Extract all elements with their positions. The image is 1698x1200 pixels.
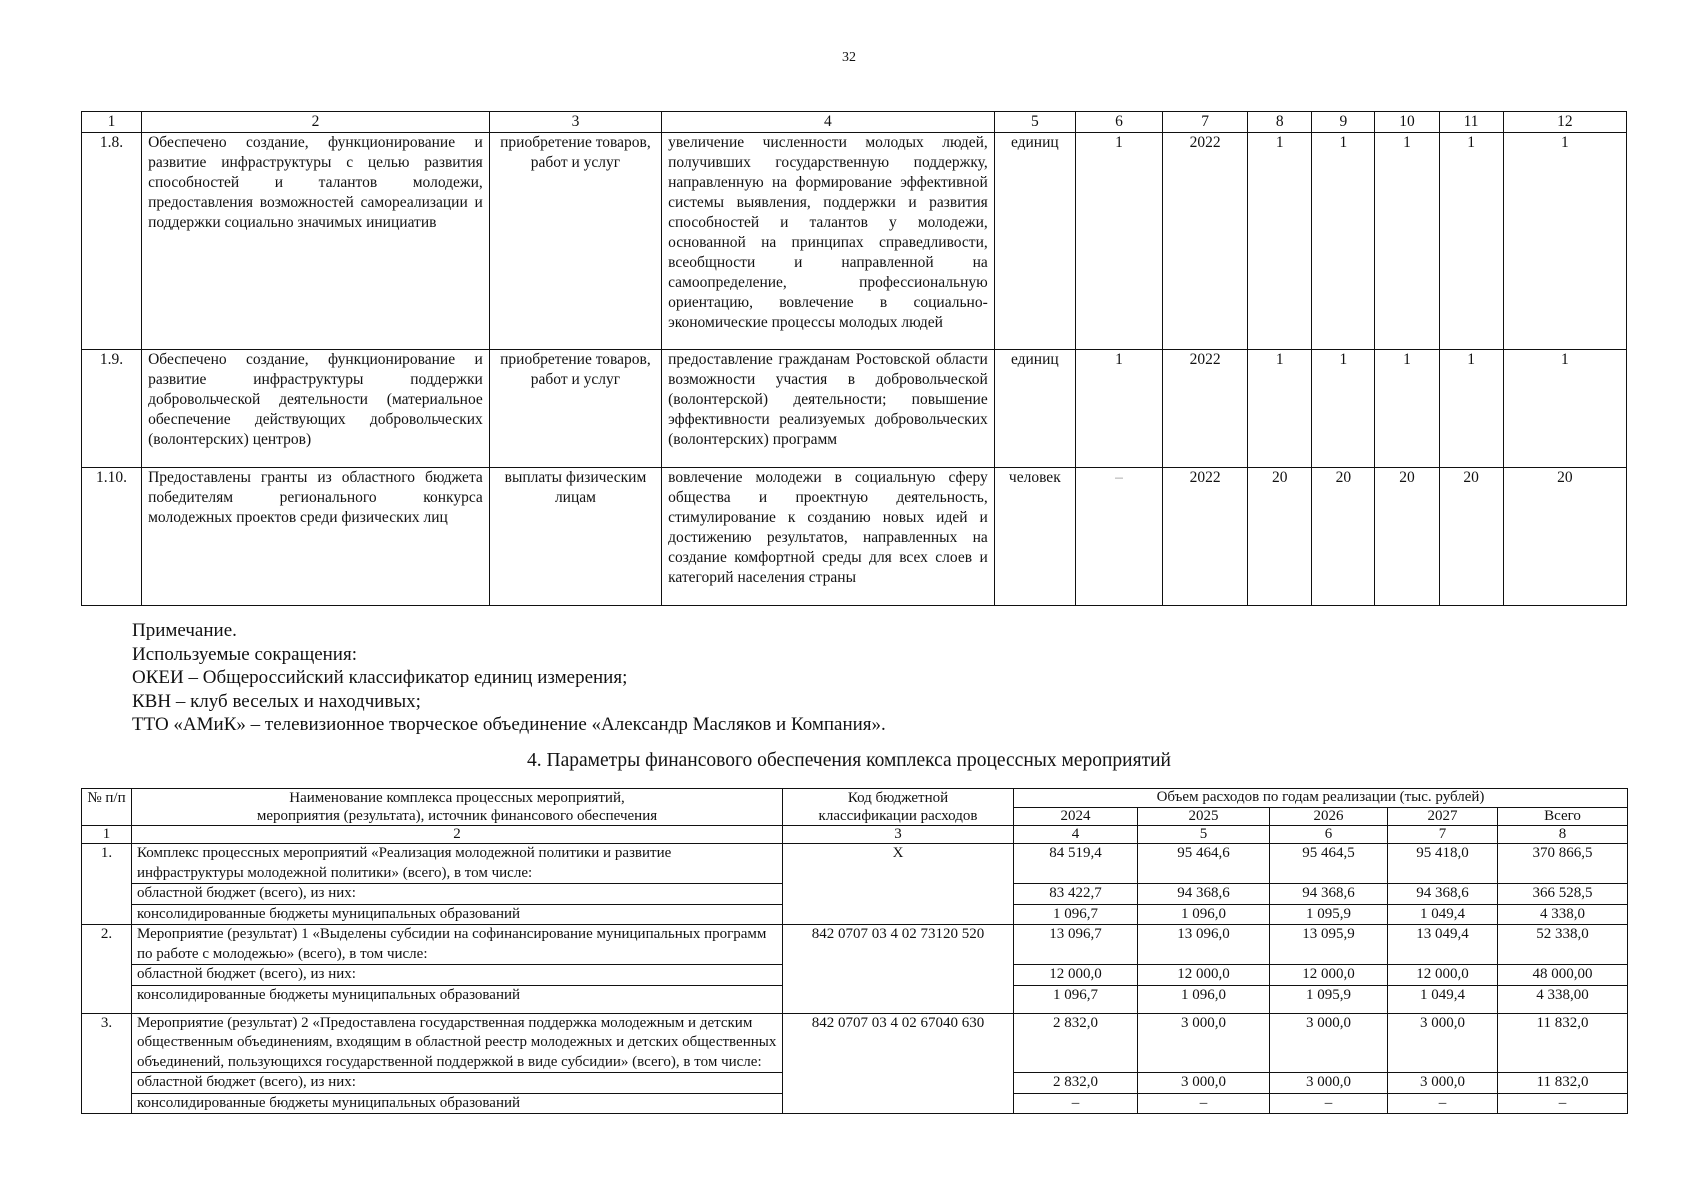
amount-cell: 94 368,6 [1138,884,1270,905]
note-title: Примечание. [132,620,237,641]
unit: единиц [994,133,1075,350]
column-number-row [82,826,1628,844]
amount-cell: 12 000,0 [1270,965,1388,986]
amount-cell: – [1388,1093,1498,1114]
column-number: 4 [662,112,995,133]
column-number: 8 [1248,112,1312,133]
amount-cell: 1 095,9 [1270,904,1388,925]
column-number: 7 [1163,112,1248,133]
amount-cell: 366 528,5 [1498,884,1628,905]
row-label: Мероприятие (результат) 1 «Выделены субсидии на софинансирование муниципальных программ по работе с молодежью» (всего), в том числе: [132,925,783,965]
result-type: приобретение товаров, работ и услуг [489,350,661,468]
amount-cell: – [1498,1093,1628,1114]
budget-code: 842 0707 03 4 02 67040 630 [783,1013,1014,1114]
column-number: 2 [142,112,490,133]
year-header: 2027 [1388,807,1498,826]
amount-cell: 13 095,9 [1270,925,1388,965]
amount-cell: 1 096,7 [1014,904,1138,925]
base-value: 1 [1075,350,1162,468]
column-number: 10 [1375,112,1439,133]
column-number: 7 [1388,826,1498,844]
amount-cell: 1 095,9 [1270,985,1388,1013]
column-number: 12 [1503,112,1626,133]
column-number: 6 [1270,826,1388,844]
unit: человек [994,468,1075,606]
value-cell: 1 [1439,350,1503,468]
section-title: 4. Параметры финансового обеспечения комплекса процессных мероприятий [527,750,1171,771]
base-year: 2022 [1163,350,1248,468]
column-number: 9 [1312,112,1375,133]
row-label: Мероприятие (результат) 2 «Предоставлена государственная поддержка молодежным и детским общественным объединениям, входящим в областной реестр молодежных и детских общественных объединений, пользующихся государственной поддержкой в виде субсидии» (всего), в том числе: [132,1013,783,1073]
column-number: 5 [994,112,1075,133]
value-cell: 20 [1375,468,1439,606]
amount-cell: 1 049,4 [1388,985,1498,1013]
year-header: 2025 [1138,807,1270,826]
row-number: 2. [82,925,132,1014]
row-label: консолидированные бюджеты муниципальных образований [132,1093,783,1114]
header-row [82,789,1628,808]
amount-cell: 3 000,0 [1270,1073,1388,1094]
amount-cell: 11 832,0 [1498,1013,1628,1073]
amount-cell: 11 832,0 [1498,1073,1628,1094]
note-block [132,619,886,737]
amount-cell: 3 000,0 [1270,1013,1388,1073]
abbreviation-item: КВН – клуб веселых и находчивых; [132,690,421,712]
amount-cell: 4 338,00 [1498,985,1628,1013]
unit: единиц [994,350,1075,468]
row-number: 1. [82,844,132,925]
amount-cell: 1 096,7 [1014,985,1138,1013]
amount-cell: – [1270,1093,1388,1114]
amount-cell: 1 096,0 [1138,985,1270,1013]
amount-cell: 12 000,0 [1014,965,1138,986]
row-label: областной бюджет (всего), из них: [132,965,783,986]
row-label: областной бюджет (всего), из них: [132,884,783,905]
base-value: 1 [1075,133,1162,350]
amount-cell: 4 338,0 [1498,904,1628,925]
amount-cell: 95 464,5 [1270,844,1388,884]
column-number: 8 [1498,826,1628,844]
header-code: Код бюджетной классификации расходов [783,789,1014,826]
column-number: 11 [1439,112,1503,133]
amount-cell: 3 000,0 [1388,1073,1498,1094]
value-cell: 1 [1312,133,1375,350]
budget-code: X [783,844,1014,925]
result-description: вовлечение молодежи в социальную сферу общества и проектную деятельность, стимулирование к созданию новых идей и достижению результатов, направленных на создание комфортной среды для всех слоев и категорий населения страны [662,468,995,606]
row-label: консолидированные бюджеты муниципальных образований [132,985,783,1013]
header-num: № п/п [82,789,132,826]
note-subtitle: Используемые сокращения: [132,643,357,665]
value-cell: 1 [1312,350,1375,468]
results-table [81,111,1627,606]
table-row [82,133,1627,350]
result-name: Обеспечено создание, функционирование и развитие инфраструктуры поддержки добровольческой деятельности (материальное обеспечение действующих добровольческих (волонтерских) центров) [142,350,490,468]
amount-cell: 94 368,6 [1388,884,1498,905]
value-cell: 1 [1248,350,1312,468]
amount-cell: 3 000,0 [1138,1013,1270,1073]
amount-cell: 3 000,0 [1138,1073,1270,1094]
table-row [82,468,1627,606]
value-cell: 1 [1503,133,1626,350]
header-name: Наименование комплекса процессных мероприятий, мероприятия (результата), источник финансового обеспечения [132,789,783,826]
table-row [82,350,1627,468]
result-type: приобретение товаров, работ и услуг [489,133,661,350]
abbreviation-item: ОКЕИ – Общероссийский классификатор единиц измерения; [132,667,628,688]
amount-cell: – [1138,1093,1270,1114]
amount-cell: 83 422,7 [1014,884,1138,905]
amount-cell: 1 049,4 [1388,904,1498,925]
result-name: Обеспечено создание, функционирование и развитие инфраструктуры с целью развития способностей и талантов молодежи, предоставления возможностей самореализации и поддержки социально значимых инициатив [142,133,490,350]
amount-cell: 13 096,0 [1138,925,1270,965]
column-number-row [82,112,1627,133]
table-row [82,925,1628,965]
amount-cell: 52 338,0 [1498,925,1628,965]
column-number: 6 [1075,112,1162,133]
row-label: Комплекс процессных мероприятий «Реализация молодежной политики и развитие инфраструктуры молодежной политики» (всего), в том числе: [132,844,783,884]
abbreviation-item: ТТО «АМиК» – телевизионное творческое объединение «Александр Масляков и Компания». [132,714,886,735]
amount-cell: 1 096,0 [1138,904,1270,925]
column-number: 1 [82,826,132,844]
amount-cell: 370 866,5 [1498,844,1628,884]
amount-cell: 84 519,4 [1014,844,1138,884]
column-number: 4 [1014,826,1138,844]
row-number: 1.8. [82,133,142,350]
amount-cell: 13 096,7 [1014,925,1138,965]
budget-code: 842 0707 03 4 02 73120 520 [783,925,1014,1014]
row-number: 3. [82,1013,132,1114]
base-value: – [1075,468,1162,606]
amount-cell: 48 000,00 [1498,965,1628,986]
row-number: 1.9. [82,350,142,468]
value-cell: 20 [1439,468,1503,606]
financing-table [81,788,1628,1114]
result-name: Предоставлены гранты из областного бюджета победителям регионального конкурса молодежных проектов среди физических лиц [142,468,490,606]
year-header: 2024 [1014,807,1138,826]
base-year: 2022 [1163,468,1248,606]
column-number: 3 [489,112,661,133]
base-year: 2022 [1163,133,1248,350]
value-cell: 20 [1312,468,1375,606]
column-number: 3 [783,826,1014,844]
value-cell: 20 [1248,468,1312,606]
amount-cell: 95 464,6 [1138,844,1270,884]
year-header: 2026 [1270,807,1388,826]
amount-cell: 12 000,0 [1388,965,1498,986]
amount-cell: – [1014,1093,1138,1114]
page-number: 32 [842,50,856,65]
value-cell: 1 [1375,133,1439,350]
amount-cell: 2 832,0 [1014,1073,1138,1094]
value-cell: 1 [1375,350,1439,468]
value-cell: 1 [1439,133,1503,350]
amount-cell: 13 049,4 [1388,925,1498,965]
value-cell: 1 [1248,133,1312,350]
row-number: 1.10. [82,468,142,606]
amount-cell: 94 368,6 [1270,884,1388,905]
year-header: Всего [1498,807,1628,826]
table-row [82,844,1628,884]
column-number: 2 [132,826,783,844]
result-description: увеличение численности молодых людей, получивших государственную поддержку, направленную на формирование эффективной системы выявления, поддержки и развития способностей и талантов у молодежи, основанной на принципах справедливости, всеобщности и направленной на самоопределение, профессиональную ориентацию, вовлечение в социально-экономические процессы молодых людей [662,133,995,350]
result-type: выплаты физическим лицам [489,468,661,606]
result-description: предоставление гражданам Ростовской области возможности участия в добровольческой (волонтерской) деятельности; повышение эффективности реализуемых добровольческих (волонтерских) программ [662,350,995,468]
table-row [82,1013,1628,1073]
amount-cell: 3 000,0 [1388,1013,1498,1073]
row-label: консолидированные бюджеты муниципальных образований [132,904,783,925]
value-cell: 1 [1503,350,1626,468]
header-volume: Объем расходов по годам реализации (тыс. рублей) [1014,789,1628,808]
column-number: 5 [1138,826,1270,844]
column-number: 1 [82,112,142,133]
amount-cell: 12 000,0 [1138,965,1270,986]
amount-cell: 95 418,0 [1388,844,1498,884]
amount-cell: 2 832,0 [1014,1013,1138,1073]
value-cell: 20 [1503,468,1626,606]
row-label: областной бюджет (всего), из них: [132,1073,783,1094]
